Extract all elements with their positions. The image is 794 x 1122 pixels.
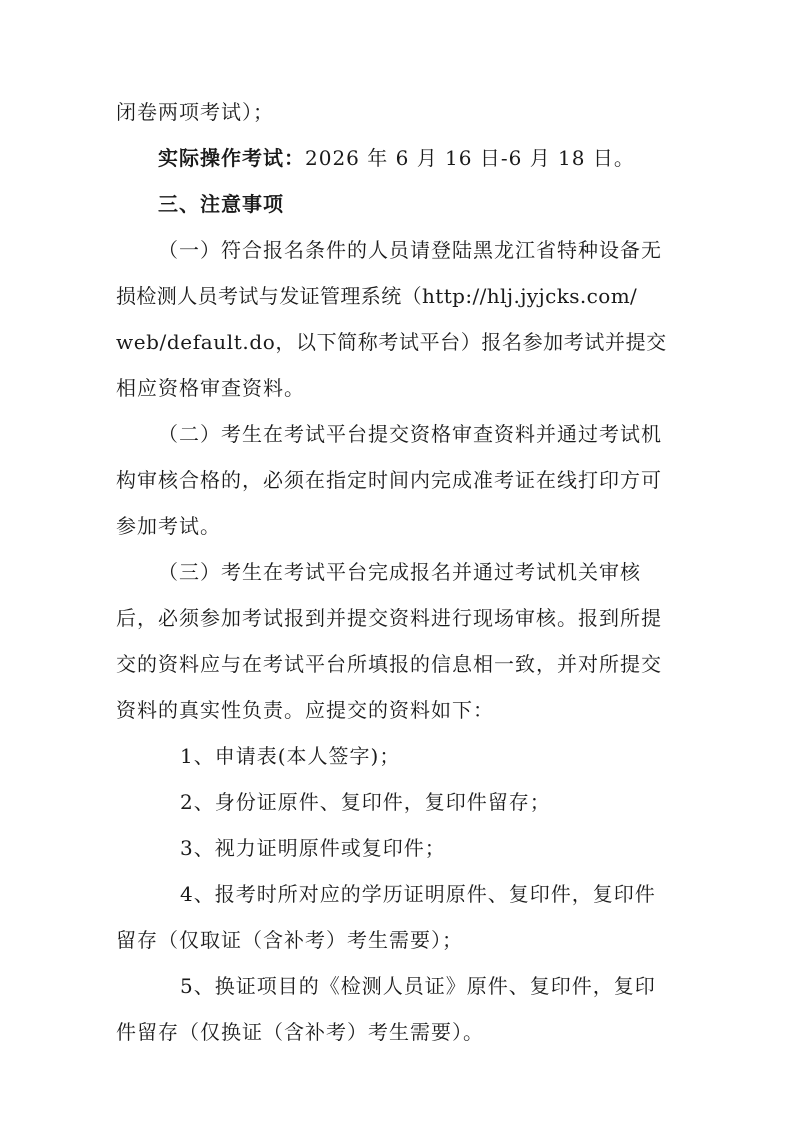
- list-item-1: 1、申请表(本人签字)；: [180, 744, 401, 768]
- paragraph-3-line-2: 后，必须参加考试报到并提交资料进行现场审核。报到所提: [116, 606, 662, 630]
- list-item-2: 2、身份证原件、复印件，复印件留存；: [180, 790, 551, 814]
- paragraph-1-line-3: web/default.do，以下简称考试平台）报名参加考试并提交: [116, 330, 667, 354]
- paragraph-2-line-1: （二）考生在考试平台提交资格审查资料并通过考试机: [158, 422, 662, 446]
- section-heading-notes: 三、注意事项: [158, 192, 284, 216]
- exam-type-tail-line: 闭卷两项考试）；: [116, 100, 274, 124]
- list-item-5-line-1: 5、换证项目的《检测人员证》原件、复印件，复印: [180, 974, 656, 998]
- practical-exam-dates: 2026 年 6 月 16 日-6 月 18 日。: [305, 146, 635, 170]
- list-item-5-line-2: 件留存（仅换证（含补考）考生需要）。: [116, 1020, 484, 1044]
- paragraph-2-line-2: 构审核合格的，必须在指定时间内完成准考证在线打印方可: [116, 468, 662, 492]
- list-item-4-line-2: 留存（仅取证（含补考）考生需要）；: [116, 928, 463, 952]
- list-item-3: 3、视力证明原件或复印件；: [180, 836, 446, 860]
- paragraph-2-line-3: 参加考试。: [116, 514, 221, 538]
- practical-exam-label: 实际操作考试：: [158, 146, 305, 170]
- list-item-4-line-1: 4、报考时所对应的学历证明原件、复印件，复印件: [180, 882, 656, 906]
- paragraph-3-line-3: 交的资料应与在考试平台所填报的信息相一致，并对所提交: [116, 652, 662, 676]
- paragraph-1-line-1: （一）符合报名条件的人员请登陆黑龙江省特种设备无: [158, 238, 662, 262]
- paragraph-3-line-1: （三）考生在考试平台完成报名并通过考试机关审核: [158, 560, 641, 584]
- paragraph-3-line-4: 资料的真实性负责。应提交的资料如下：: [116, 698, 494, 722]
- paragraph-1-line-2: 损检测人员考试与发证管理系统（http://hlj.jyjcks.com/: [116, 284, 638, 308]
- practical-exam-line: [158, 146, 635, 170]
- paragraph-1-line-4: 相应资格审查资料。: [116, 376, 305, 400]
